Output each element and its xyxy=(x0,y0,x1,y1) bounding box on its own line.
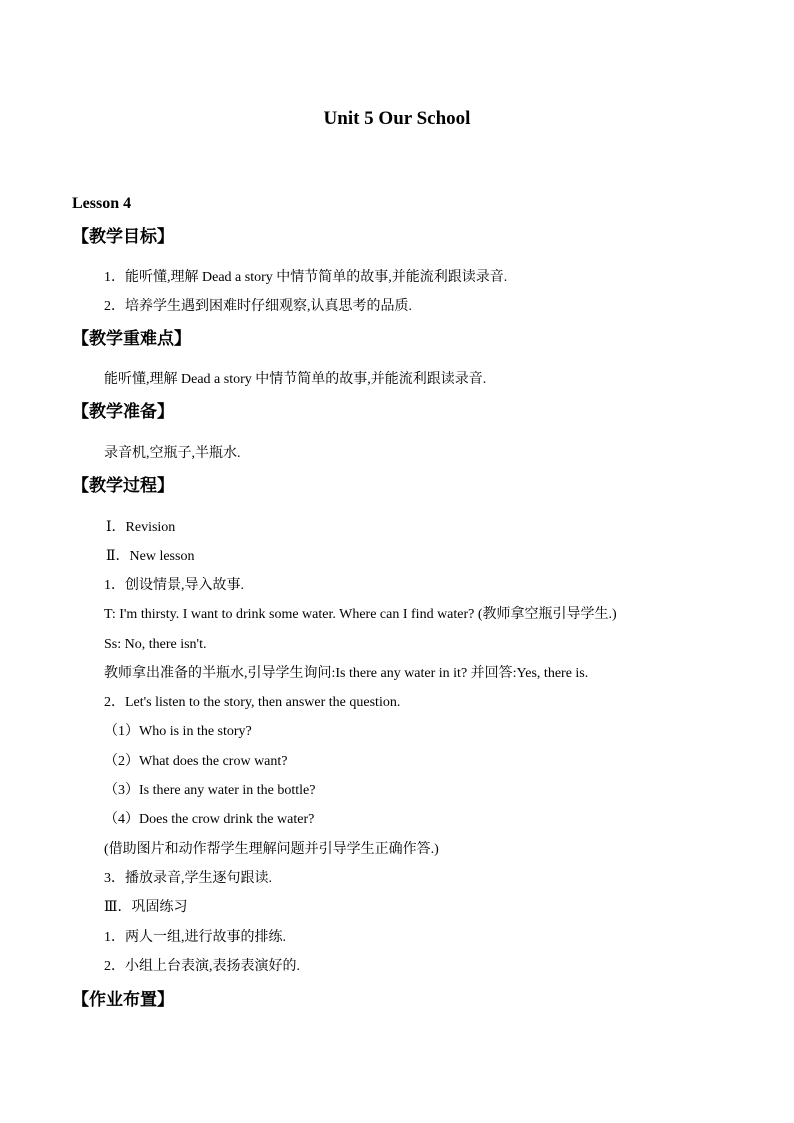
process-line: 教师拿出准备的半瓶水,引导学生询问:Is there any water in it? 并回答:Yes, there is. xyxy=(104,666,589,681)
process-line: Ⅲ．巩固练习 xyxy=(104,900,188,915)
process-line: Ⅰ．Revision xyxy=(106,520,176,535)
process-heading: 【教学过程】 xyxy=(72,476,174,496)
process-line: T: I'm thirsty. I want to drink some water. Where can I find water? (教师拿空瓶引导学生.) xyxy=(104,607,617,622)
objective-item-2: 2．培养学生遇到困难时仔细观察,认真思考的品质. xyxy=(104,299,412,314)
preparation-text: 录音机,空瓶子,半瓶水. xyxy=(104,446,241,461)
homework-heading: 【作业布置】 xyxy=(72,990,174,1010)
key-points-text: 能听懂,理解 Dead a story 中情节简单的故事,并能流利跟读录音. xyxy=(104,372,487,387)
process-line: （2）What does the crow want? xyxy=(104,754,288,769)
document-title: Unit 5 Our School xyxy=(323,108,471,129)
process-line: (借助图片和动作帮学生理解问题并引导学生正确作答.) xyxy=(104,842,439,857)
lesson-label: Lesson 4 xyxy=(72,195,132,212)
process-line: 3．播放录音,学生逐句跟读. xyxy=(104,871,272,886)
process-line: （4）Does the crow drink the water? xyxy=(104,812,315,827)
preparation-heading: 【教学准备】 xyxy=(72,402,174,422)
objective-item-1: 1．能听懂,理解 Dead a story 中情节简单的故事,并能流利跟读录音. xyxy=(104,270,508,285)
process-line: （1）Who is in the story? xyxy=(104,724,252,739)
key-points-heading: 【教学重难点】 xyxy=(72,329,191,349)
process-line: 1．创设情景,导入故事. xyxy=(104,578,244,593)
process-line: 2．Let's listen to the story, then answer the question. xyxy=(104,695,401,710)
process-line: （3）Is there any water in the bottle? xyxy=(104,783,316,798)
process-line: 2．小组上台表演,表扬表演好的. xyxy=(104,959,300,974)
process-line: 1．两人一组,进行故事的排练. xyxy=(104,930,286,945)
process-line: Ⅱ．New lesson xyxy=(106,549,195,564)
objectives-heading: 【教学目标】 xyxy=(72,227,174,247)
process-line: Ss: No, there isn't. xyxy=(104,637,207,652)
